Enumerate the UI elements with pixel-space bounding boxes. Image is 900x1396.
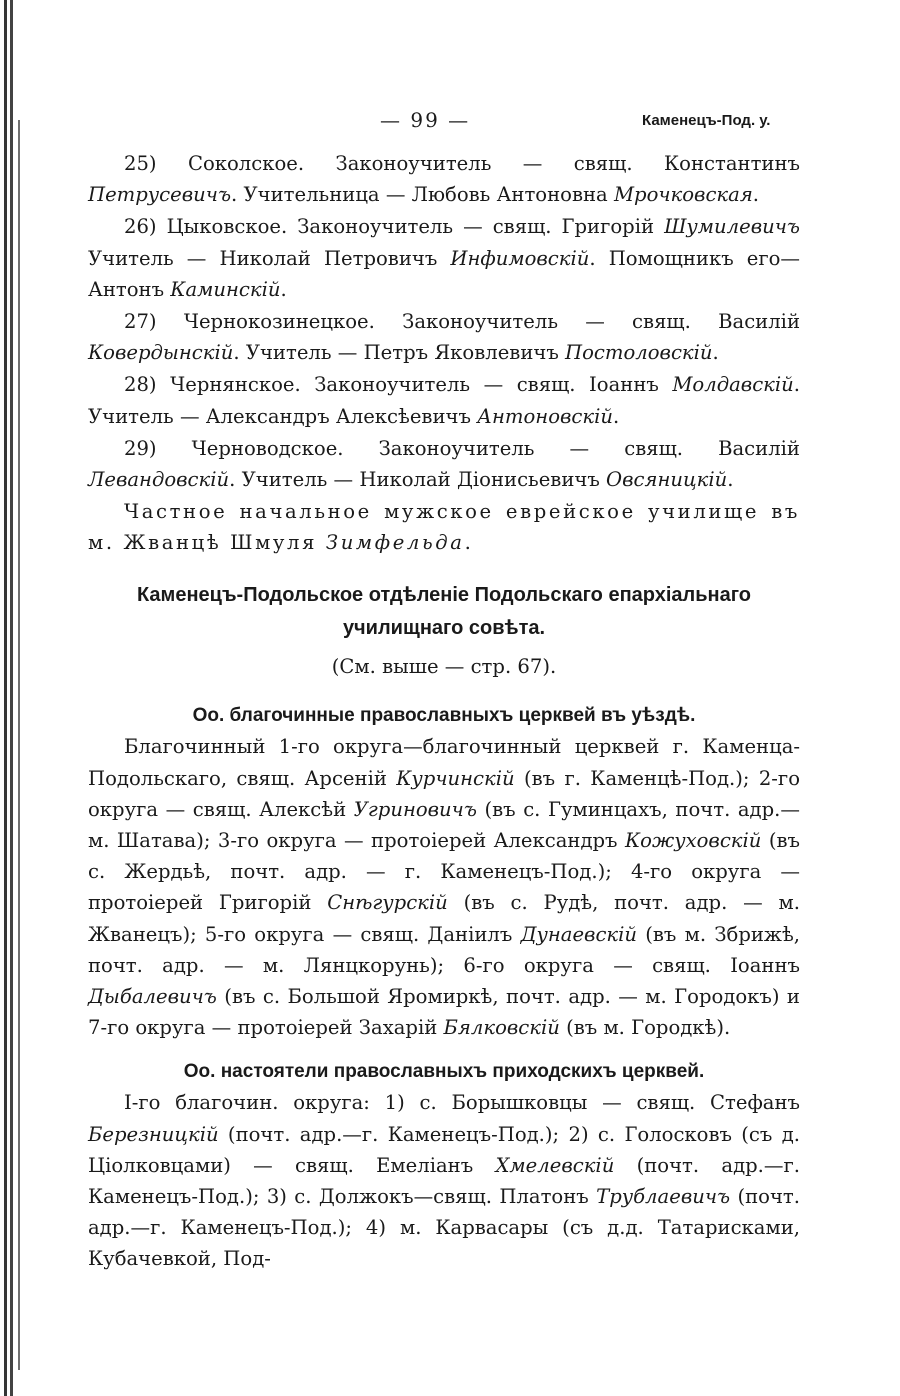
page-body [88, 148, 800, 1275]
section-heading-rectors: Оо. настоятели православныхъ приходскихъ церквей. [183, 1061, 705, 1083]
paragraph-28: 28) Чернянское. Законоучитель — свящ. Іоаннъ Молдавскій. Учитель — Александръ Алексѣевичъ Антоновскій. [88, 373, 800, 428]
paragraph-deans: Благочинный 1-го округа—благочинный церквей г. Каменца-Подольскаго, свящ. Арсеній Курчинскій (въ г. Каменцѣ-Под.); 2-го округа — свящ. Алексѣй Угриновичъ (въ с. Гуминцахъ, почт. адр.—м. Шатава); 3-го округа — протоіерей Александръ Кожуховскій (въ с. Жердьѣ, почт. адр. — г. Каменецъ-Под.); 4-го округа — протоіерей Григорій Снѣгурскій (въ с. Рудѣ, почт. адр. — м. Жванецъ); 5-го округа — свящ. Даніилъ Дунаевскій (въ м. Збрижѣ, почт. адр. — м. Лянцкорунь); 6-го округа — свящ. Іоаннъ Дыбалевичъ (въ с. Большой Яромиркѣ, почт. адр. — м. Городокъ) и 7-го округа — протоіерей Захарій Бялковскій (въ м. Городкѣ). [88, 735, 801, 1040]
section-heading-school-council: Каменецъ-Подольское отдѣленіе Подольскаго епархіальнаго училищнаго совѣта. [136, 583, 752, 639]
paragraph-jewish-school: Частное начальное мужское еврейское училище въ м. Жванцѣ Шмуля Зимфельда. [88, 500, 800, 555]
scan-margin-line [18, 120, 20, 1370]
paragraph-25: 25) Соколское. Законоучитель — свящ. Константинъ Петрусевичъ. Учительница — Любовь Антоновна Мрочковская. [88, 152, 800, 207]
section-note: (См. выше — стр. 67). [331, 654, 557, 678]
paragraph-29: 29) Черноводское. Законоучитель — свящ. Василій Левандовскій. Учитель — Николай Діонисьевичъ Овсяницкій. [88, 436, 800, 492]
page-header [0, 108, 900, 138]
paragraph-26: 26) Цыковское. Законоучитель — свящ. Григорій Шумилевичъ Учитель — Николай Петровичъ Инфимовскій. Помощникъ его—Антонъ Каминскій. [88, 215, 800, 301]
page-number: — 99 — [380, 108, 471, 132]
paragraph-27: 27) Чернокозинецкое. Законоучитель — свящ. Василій Ковердынскій. Учитель — Петръ Яковлевичъ Постоловскій. [88, 310, 800, 365]
scan-binding-edge [4, 0, 18, 1396]
running-head: Каменецъ-Под. у. [642, 112, 771, 129]
paragraph-rectors: І-го благочин. округа: 1) с. Борышковцы — свящ. Стефанъ Березницкій (почт. адр.—г. Каменецъ-Под.); 2) с. Голосковъ (съ д. Ціолковцами) — свящ. Емеліанъ Хмелевскій (почт. адр.—г. Каменецъ-Под.); 3) с. Должокъ—свящ. Платонъ Трублаевичъ (почт. адр.—г. Каменецъ-Под.); 4) м. Карвасары (съ д.д. Татарисками, Кубачевкой, Под- [88, 1091, 800, 1271]
section-heading-deans: Оо. благочинные православныхъ церквей въ уѣздѣ. [192, 705, 696, 727]
